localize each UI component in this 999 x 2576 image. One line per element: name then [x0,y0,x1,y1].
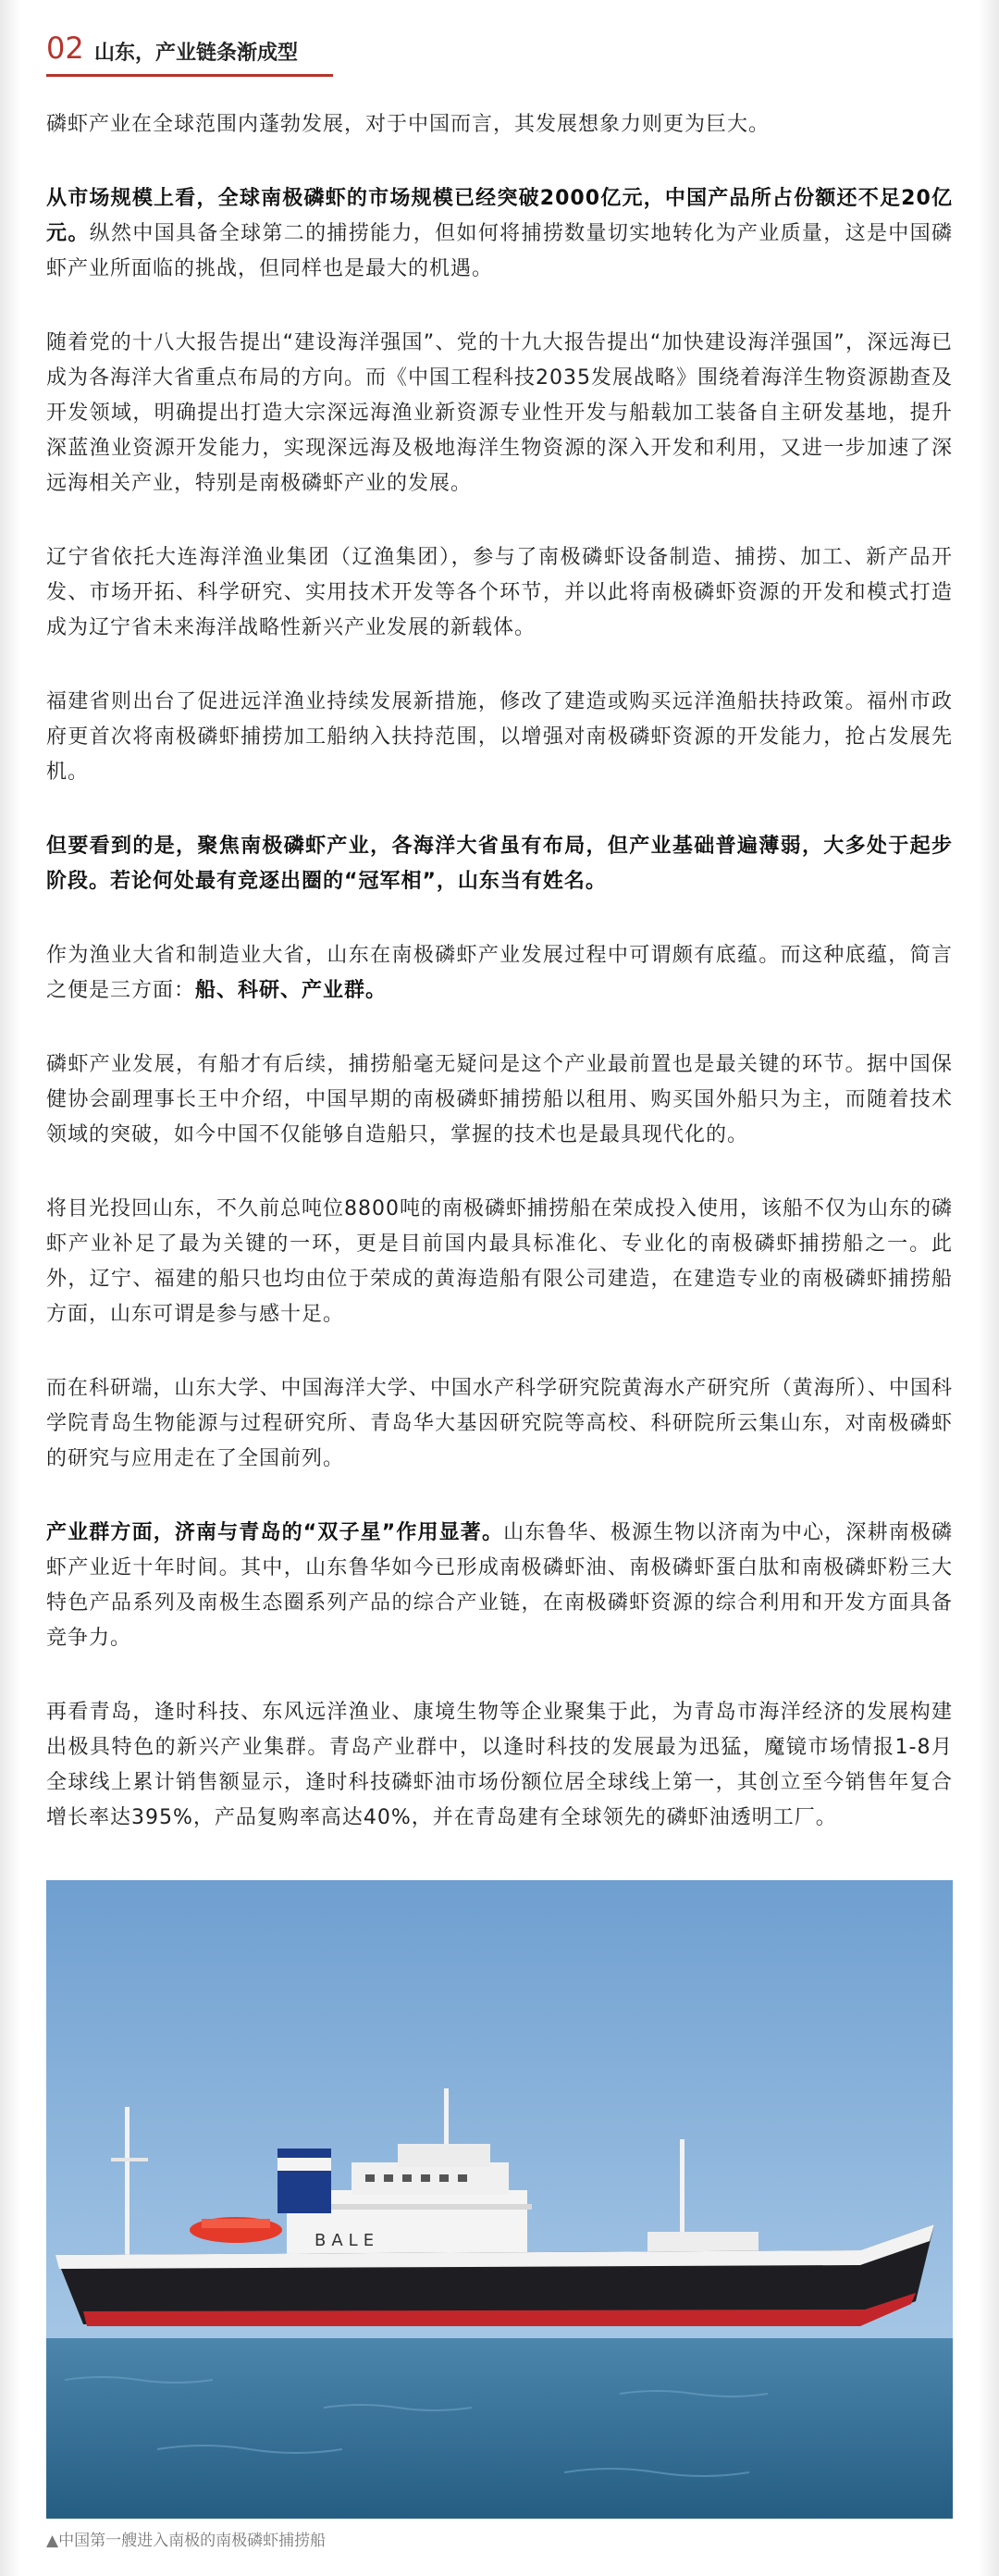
section-header [46,0,953,74]
paragraph [46,1047,953,1153]
body-text: 纵然中国具备全球第二的捕捞能力，但如何将捕捞数量切实地转化为产业质量，这是中国磷虾产业所面临的挑战，但同样也是最大的机遇。 [46,222,953,280]
paragraph [46,1516,953,1656]
paragraph [46,1371,953,1477]
ship-name-label: BALE [314,2231,380,2250]
paragraph [46,181,953,287]
paragraph [46,107,953,142]
bold-text: 产业群方面，济南与青岛的“双子星”作用显著。 [46,1521,504,1544]
body-text: 山东鲁华、极源生物以济南为中心，深耕南极磷虾产业近十年时间。其中，山东鲁华如今已形成南极磷虾油、南极磷虾蛋白肽和南极磷虾粉三大特色产品系列及南极生态圈系列产品的综合产业链，在南极磷虾资源的综合利用和开发方面具备竞争力。 [46,1521,953,1650]
ship-photo [46,1880,953,2519]
bold-text: 但要看到的是，聚焦南极磷虾产业，各海洋大省虽有布局，但产业基础普遍薄弱，大多处于起步阶段。若论何处最有竞逐出圈的“冠军相”，山东当有姓名。 [46,835,953,893]
paragraph [46,326,953,502]
page-frame-right [979,0,999,2576]
body-text: 辽宁省依托大连海洋渔业集团（辽渔集团），参与了南极磷虾设备制造、捕捞、加工、新产品开发、市场开拓、科学研究、实用技术开发等各个环节，并以此将南极磷虾资源的开发和模式打造成为辽宁省未来海洋战略性新兴产业发展的新载体。 [46,546,953,639]
body-text: 磷虾产业发展，有船才有后续，捕捞船毫无疑问是这个产业最前置也是最关键的环节。据中国保健协会副理事长王中介绍，中国早期的南极磷虾捕捞船以租用、购买国外船只为主，而随着技术领域的突破，如今中国不仅能够自造船只，掌握的技术也是最具现代化的。 [46,1053,953,1146]
body-text: 磷虾产业在全球范围内蓬勃发展，对于中国而言，其发展想象力则更为巨大。 [46,113,771,136]
paragraph [46,685,953,790]
page-frame-left [0,0,20,2576]
body-text: 作为渔业大省和制造业大省，山东在南极磷虾产业发展过程中可谓颇有底蕴。而这种底蕴，简言之便是三方面： [46,944,953,1002]
section-title: 山东，产业链条渐成型 [94,42,299,65]
bold-text: 船、科研、产业群。 [195,979,388,1002]
paragraph [46,938,953,1009]
paragraph [46,1695,953,1836]
article-content [46,0,953,2550]
body-text: 而在科研端，山东大学、中国海洋大学、中国水产科学研究院黄海水产研究所（黄海所）、中国科学院青岛生物能源与过程研究所、青岛华大基因研究院等高校、科研院所云集山东，对南极磷虾的研究与应用走在了全国前列。 [46,1377,953,1470]
paragraph [46,540,953,646]
photo-caption: ▲中国第一艘进入南极的南极磷虾捕捞船 [46,2532,327,2550]
article-body [46,107,953,1875]
body-text: 随着党的十八大报告提出“建设海洋强国”、党的十九大报告提出“加快建设海洋强国”，深远海已成为各海洋大省重点布局的方向。而《中国工程科技2035发展战略》围绕着海洋生物资源勘查及开发领域，明确提出打造大宗深远海渔业新资源专业性开发与船载加工装备自主研发基地，提升深蓝渔业资源开发能力，实现深远海及极地海洋生物资源的深入开发和利用，又进一步加速了深远海相关产业，特别是南极磷虾产业的发展。 [46,331,953,495]
section-number: 02 [46,31,84,66]
paragraph [46,1192,953,1332]
section-underline [46,74,333,77]
body-text: 再看青岛，逢时科技、东风远洋渔业、康境生物等企业聚集于此，为青岛市海洋经济的发展构建出极具特色的新兴产业集群。青岛产业群中，以逢时科技的发展最为迅猛，魔镜市场情报1-8月全球线上累计销售额显示，逢时科技磷虾油市场份额位居全球线上第一，其创立至今销售年复合增长率达395%，产品复购率高达40%，并在青岛建有全球领先的磷虾油透明工厂。 [46,1701,953,1829]
body-text: 将目光投回山东，不久前总吨位8800吨的南极磷虾捕捞船在荣成投入使用，该船不仅为山东的磷虾产业补足了最为关键的一环，更是目前国内最具标准化、专业化的南极磷虾捕捞船之一。此外，辽宁、福建的船只也均由位于荣成的黄海造船有限公司建造，在建造专业的南极磷虾捕捞船方面，山东可谓是参与感十足。 [46,1197,953,1326]
paragraph [46,829,953,899]
bold-text: 从市场规模上看，全球南极磷虾的市场规模已经突破2000亿元，中国产品所占份额还不足20亿元。 [46,187,953,245]
body-text: 福建省则出台了促进远洋渔业持续发展新措施，修改了建造或购买远洋渔船扶持政策。福州市政府更首次将南极磷虾捕捞加工船纳入扶持范围，以增强对南极磷虾资源的开发能力，抢占发展先机。 [46,690,953,784]
